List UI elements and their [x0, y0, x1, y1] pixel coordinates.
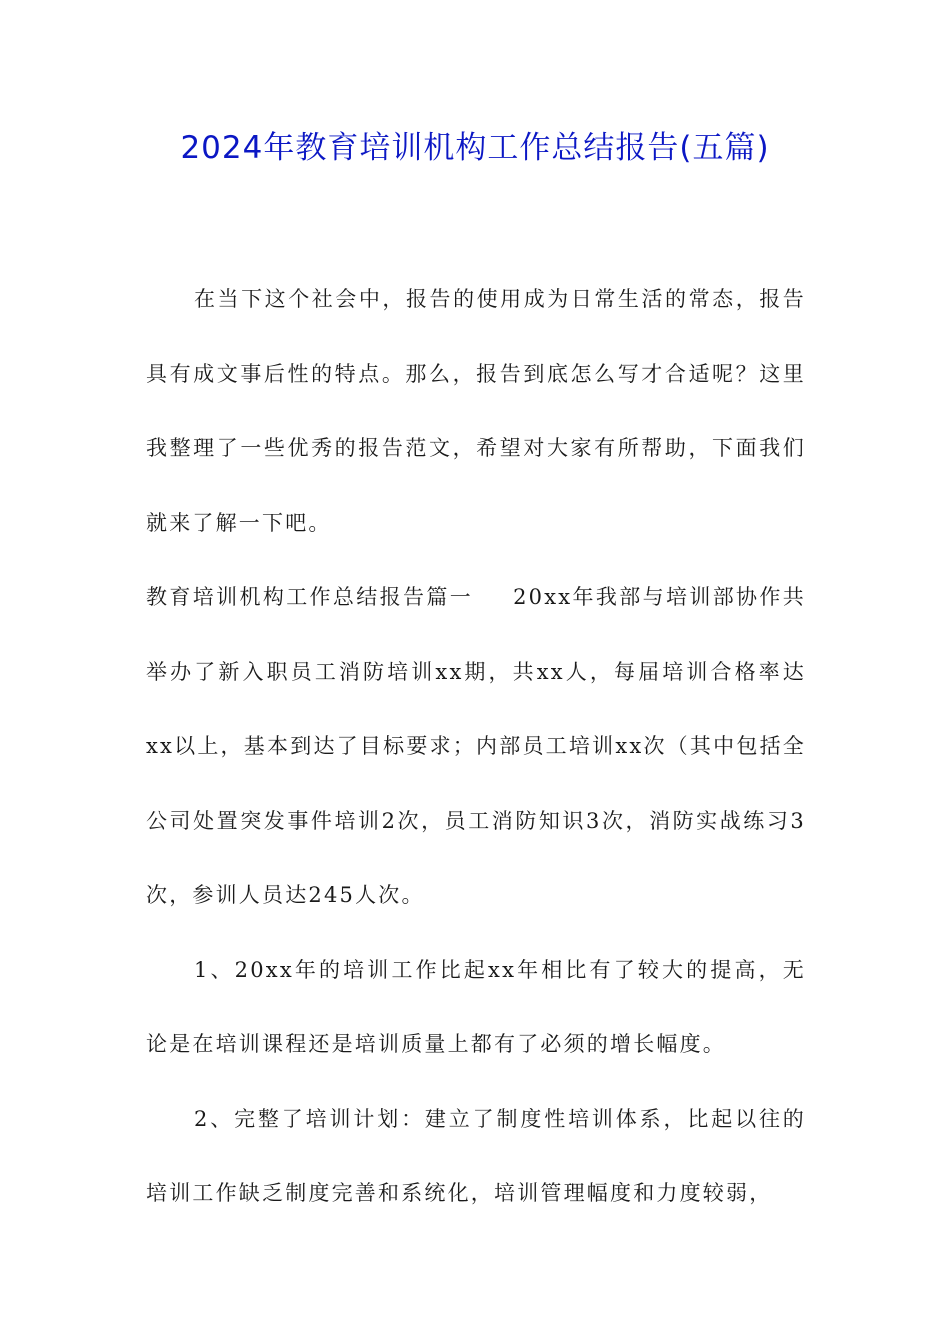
document-body — [146, 262, 806, 1231]
point-2-paragraph: 2、完整了培训计划：建立了制度性培训体系，比起以往的培训工作缺乏制度完善和系统化，培训管理幅度和力度较弱， — [146, 1106, 806, 1205]
point-1-paragraph: 1、20xx年的培训工作比起xx年相比有了较大的提高，无论是在培训课程还是培训质量上都有了必须的增长幅度。 — [146, 957, 806, 1056]
section-body: 20xx年我部与培训部协作共举办了新入职员工消防培训xx期，共xx人，每届培训合格率达xx以上，基本到达了目标要求；内部员工培训xx次（其中包括全公司处置突发事件培训2次，员工消防知识3次，消防实战练习3次，参训人员达245人次。 — [146, 585, 806, 907]
intro-paragraph: 在当下这个社会中，报告的使用成为日常生活的常态，报告具有成文事后性的特点。那么，报告到底怎么写才合适呢？这里我整理了一些优秀的报告范文，希望对大家有所帮助，下面我们就来了解一下吧。 — [146, 287, 806, 535]
section-paragraph — [146, 560, 806, 933]
section-heading: 教育培训机构工作总结报告篇一 — [146, 585, 474, 609]
document-title: 2024年教育培训机构工作总结报告(五篇) — [180, 130, 770, 166]
